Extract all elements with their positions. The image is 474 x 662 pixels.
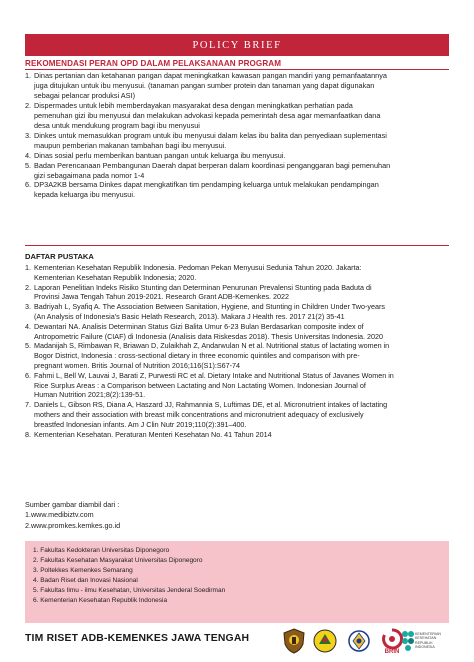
item-line: Antropometric Failure (CIAF) di Indonesia (Analisis data Riskesdas 2018). Thesis Universitas Indonesia. 2020 xyxy=(34,331,384,341)
item-line: Rice Surplus Areas : a Comparison between Lactating and Non Lactating Women. Indonesian Journal of xyxy=(34,380,366,390)
item-line: Daniels L, Gibson RS, Diana A, Haszard JJ, Rahmannia S, Luftimas DE, et al. Micronutrient intakes of lactating xyxy=(34,400,388,410)
institution-item: 5. Fakultas Ilmu - ilmu Kesehatan, Universitas Jenderal Soedirman xyxy=(33,587,226,594)
item-line: Dinkes untuk memasukkan program untuk ibu menyusui dalam kelas ibu balita dan penyediaan suplementasi xyxy=(34,130,387,140)
institutions-list xyxy=(33,546,225,606)
institution-item: 2. Fakultas Kesehatan Masyarakat Universitas Diponegoro xyxy=(33,557,203,564)
image-source-heading: Sumber gambar diambil dari : xyxy=(25,500,120,509)
image-source-link[interactable]: 2.www.promkes.kemkes.go.id xyxy=(25,520,121,530)
references-title: DAFTAR PUSTAKA xyxy=(25,252,94,261)
list-item xyxy=(25,161,451,181)
item-line: Kementerian Kesehatan. Peraturan Menteri Kesehatan No. 41 Tahun 2014 xyxy=(34,429,272,439)
institution-item: 6. Kementerian Kesehatan Republik Indonesia xyxy=(33,597,168,604)
item-number: 2. xyxy=(25,282,31,292)
item-line: Kementerian Kesehatan Republik Indonesia; 2020. xyxy=(34,272,197,282)
item-line: Badriyah L, Syafiq A. The Association Between Sanitation, Hygiene, and Stunting in Children Under Two-years xyxy=(34,302,385,312)
item-line: mothers and their association with breast milk concentrations and micronutrient adequacy of exclusively xyxy=(34,409,364,419)
list-item xyxy=(25,101,451,131)
image-source xyxy=(25,500,120,531)
item-number: 1. xyxy=(25,263,31,272)
references-list xyxy=(25,263,451,439)
footer-title: TIM RISET ADB-KEMENKES JAWA TENGAH xyxy=(25,633,250,644)
undip-seal-icon xyxy=(282,628,306,654)
item-line: Human Nutrition 2021;8(2):139-51. xyxy=(34,390,146,400)
item-line: Dinas sosial perlu memberikan bantuan pangan untuk keluarga ibu menyusui. xyxy=(34,150,286,160)
item-line: (An Analysis of Indonesia's Basic Helath Research, 2013). Makara J Health res. 2017 21(2) 35-41 xyxy=(34,311,345,321)
item-number: 8. xyxy=(25,429,31,439)
list-item xyxy=(25,131,451,151)
item-line: sebagai pelancar produksi ASI) xyxy=(34,90,136,100)
item-line: Dispermades untuk lebih memberdayakan masyarakat desa dengan meningkatkan perhatian pada xyxy=(34,100,353,110)
divider xyxy=(25,245,449,246)
item-number: 6. xyxy=(25,180,32,190)
list-item xyxy=(25,400,451,429)
item-line: breastfed Indonesian infants. Am J Clin Nutr 2019;110(2):391–400. xyxy=(34,419,247,429)
kemenkes-logo-icon xyxy=(401,628,415,654)
item-number: 2. xyxy=(25,100,32,110)
list-item xyxy=(25,283,451,303)
recommendations-title: REKOMENDASI PERAN OPD DALAM PELAKSANAAN PROGRAM xyxy=(25,59,282,68)
item-number: 1. xyxy=(25,71,32,80)
divider xyxy=(25,69,449,70)
poltekkes-seal-icon xyxy=(348,628,370,654)
list-item xyxy=(25,371,451,400)
item-line: juga ditujukan untuk ibu menyusui. (tanaman pangan sumber protein dan tanaman yang dapat digunakan xyxy=(34,80,375,90)
policy-brief-header xyxy=(25,34,449,56)
list-item xyxy=(25,302,451,322)
item-line: pemenuhan gizi ibu menyusui dan melakukan advokasi kepada pemerintah desa agar memanfaatkan dana xyxy=(34,110,381,120)
item-number: 6. xyxy=(25,370,31,380)
item-number: 5. xyxy=(25,341,31,351)
list-item xyxy=(25,71,451,101)
item-number: 5. xyxy=(25,160,32,170)
item-line: Fahmi L, Bell W, Lauvai J, Barati Z, Purwesti RC et al. Dietary Intake and Nutritional Status of Javanes Women in xyxy=(34,370,394,380)
institution-item: 1. Fakultas Kedokteran Universitas Diponegoro xyxy=(33,547,170,554)
list-item xyxy=(25,430,451,440)
image-source-link[interactable]: 1.www.medibiztv.com xyxy=(25,510,94,520)
institution-item: 4. Badan Riset dan Inovasi Nasional xyxy=(33,577,138,584)
item-number: 4. xyxy=(25,150,32,160)
item-line: desa untuk mendukung program bagi ibu menyusui xyxy=(34,120,200,130)
item-number: 4. xyxy=(25,321,31,331)
item-line: Madanijah S, Rimbawan R, Briawan D, Zulaikhah Z, Andarwulan N et al. Nutritional status of lactating women in xyxy=(34,341,390,351)
item-line: Kementerian Kesehatan Republik Indonesia. Pedoman Pekan Menyusui Sedunia Tahun 2020. Jakarta: xyxy=(34,263,362,272)
item-number: 3. xyxy=(25,302,31,312)
list-item xyxy=(25,341,451,370)
item-line: Dinas pertanian dan ketahanan pangan dapat meningkatkan kawasan pangan mandiri yang pemanfaatannya xyxy=(34,71,387,80)
item-line: pregnant women. Britis Journal of Nutrition 2016;116(S1):S67-74 xyxy=(34,360,241,370)
list-item xyxy=(25,151,451,161)
university-seal-icon xyxy=(313,628,337,654)
kemenkes-logo-text: KEMENTERIAN KESEHATAN REPUBLIK INDONESIA xyxy=(415,632,441,650)
item-line: kepada keluarga ibu menyusui. xyxy=(34,190,136,200)
item-line: Bogor District, Indonesia : cross-sectional dietary in three economic quintiles and comparison with pre- xyxy=(34,351,360,361)
item-line: Laporan Penelitian Indeks Risiko Stunting dan Determinan Penurunan Prevalensi Stunting pada Baduta di xyxy=(34,282,372,292)
institution-item: 3. Poltekkes Kemenkes Semarang xyxy=(33,567,133,574)
item-line: Provinsi Jawa Tengah Tahun 2019-2021. Research Grant ADB-Kemenkes. 2022 xyxy=(34,292,290,302)
item-line: Dewantari NA. Analisis Determinan Status Gizi Balita Umur 6-23 Bulan Berdasarkan composite index of xyxy=(34,321,364,331)
item-number: 3. xyxy=(25,130,32,140)
list-item xyxy=(25,322,451,342)
header-label: POLICY BRIEF xyxy=(192,39,282,51)
item-number: 7. xyxy=(25,400,31,410)
item-line: gizi sebagaimana pada nomor 1-4 xyxy=(34,170,145,180)
institutions-box xyxy=(25,541,449,623)
list-item xyxy=(25,263,451,283)
item-line: DP3A2KB bersama Dinkes dapat mengkatifkan tim pendamping keluarga untuk melakukan pendampingan xyxy=(34,180,379,190)
list-item xyxy=(25,180,451,200)
svg-text:BRIN: BRIN xyxy=(384,649,400,654)
item-line: maupun pemberian makanan tambahan bagi ibu menyusui. xyxy=(34,140,227,150)
recommendations-list xyxy=(25,71,451,200)
item-line: Badan Perencanaan Pembangunan Daerah dapat berperan dalam koordinasi penganggaran bagi pemenuhan xyxy=(34,160,391,170)
